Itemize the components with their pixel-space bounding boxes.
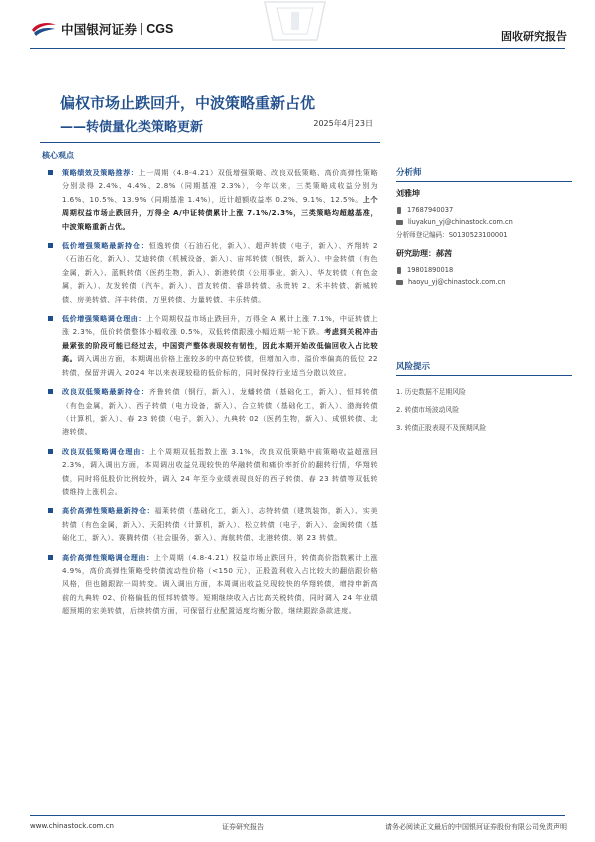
bullet-icon (48, 389, 53, 394)
phone-icon (397, 207, 401, 214)
analyst-phone-row (396, 204, 572, 216)
title-divider (40, 142, 380, 143)
footer-disclaimer: 请务必阅读正文最后的中国银河证券股份有限公司免责声明 (385, 823, 567, 831)
main-content (42, 166, 378, 618)
report-title: 偏权市场止跌回升，中波策略重新占优 (60, 94, 316, 112)
paragraph-tail: 调入调出方面，本期调出价格上涨较多的中高位转债，但增加入市、溢价率偏高的低位 22 转债，保留并调入 2024 年以来表现较稳的低价标的，同时保持行业适当分散以效应。 (62, 354, 378, 377)
logo-text-cn: 中国银河证券 (61, 23, 138, 37)
report-date: 2025年4月23日 (313, 119, 373, 128)
paragraph-text: 上个周期权益市场止跌回升，万得全 A 累计上涨 7.1%，中证转债上涨 2.3%，低价转债整体小幅收涨 0.5%，双低转债跟涨小幅近期一轮下跌。 (62, 314, 378, 337)
assistant-email-row (396, 276, 572, 288)
email-icon (396, 220, 403, 225)
paragraph-text: 上一周期（4.8-4.21）双低增强策略、改良双低策略、高价高弹性策略分别录得 2.4%、4.4%、2.8%（同期基准 2.3%），今年以来，三类策略成收益分别为 1.6%、10.5%、13.9%（同期基准 1.4%），近计超额收益率 0.2%、9.1%、12.5%。 (62, 168, 378, 204)
bullet-icon (48, 508, 53, 513)
risk-item: 1. 历史数据不足期风险 (396, 388, 466, 396)
core-views-heading: 核心观点 (42, 151, 74, 160)
paragraph-doublelow-reason (42, 445, 378, 499)
assistant-name: 研究助理：郝茜 (396, 249, 452, 258)
bullet-icon (48, 243, 53, 248)
bullet-icon (48, 170, 53, 175)
analyst-name: 刘雅坤 (396, 189, 420, 198)
paragraph-emphasis: 上个周期权益市场止跌回升，万得全 A/中证转债累计上涨 7.1%/2.3%，三类策略均超越基准，中波策略重新占优。 (62, 194, 378, 231)
paragraph-highprice-holdings (42, 504, 378, 544)
header-divider (30, 48, 565, 49)
phone-icon (397, 267, 401, 274)
analyst-heading: 分析师 (396, 166, 572, 182)
galaxy-logo-icon (30, 20, 58, 38)
paragraph-highprice-reason (42, 551, 378, 618)
paragraph-doublelow-holdings (42, 385, 378, 439)
paragraph-lead: 低价增强策略最新持仓： (62, 241, 149, 251)
paragraph-text: 上个周期双低指数上涨 3.1%，改良双低策略中前策略收益超涨回 2.3%，调入调出方面，本周调出收益兑现较快的华融转债和痛价率折价的翻转行情，华翔转债，同时将低股价比例较外，调入 24 年至今业绩表现良好的西子转债、春 23 转债等双低转债维持上涨机会。 (62, 446, 378, 496)
bullet-icon (48, 449, 53, 454)
logo-text-en: CGS (146, 22, 174, 36)
analyst-phone: 17687940037 (407, 206, 454, 214)
footer-report-label: 证券研究报告 (222, 823, 264, 831)
footer-divider (30, 815, 565, 816)
analyst-cert: 分析师登记编码：S0130523100001 (396, 231, 508, 239)
paragraph-emphasis: 考虑到关税冲击最紧张的阶段可能已经过去，中国资产整体表现较有韧性，因此本期开始改低偏回收入占比较高。 (62, 327, 378, 364)
risk-item: 3. 转债正股表现不及预期风险 (396, 424, 487, 432)
assistant-phone-row (396, 264, 572, 276)
analyst-email[interactable]: liuyakun_yj@chinastock.com.cn (408, 218, 513, 226)
page-header (0, 0, 595, 56)
bullet-icon (48, 316, 53, 321)
analyst-cert-row (396, 228, 572, 240)
email-icon (396, 280, 403, 285)
paragraph-lead: 改良双低策略调仓理由： (62, 446, 150, 456)
risk-item: 2. 转债市场波动风险 (396, 406, 460, 414)
paragraph-text: 上个周期（4.8-4.21）权益市场止跌回升，转债高价指数累计上涨 4.9%，高价高弹性策略受转债流动性价格（<150 元），正股盈利收入占比较大的翻倍跟价格风格，但也随跟踪一周转变。调入调出方面，本周调出收益兑现较快的华翔转债，增持申新高前的九典转 02、价格偏低的恒邦转债等。短期继续收入占比高关税转债，同时调入 24 年业绩超预期的宏美转债，后续转债方面，可保留行业配置适度均衡分散，继续跟踪条款进度。 (62, 552, 379, 616)
analyst-email-row (396, 216, 572, 228)
paragraph-text: 福莱转债（基础化工，新入）、志特转债（建筑装饰，新入）、实美转债（有色金属，新入）、天阳转债（计算机，新入）、松立转债（电子，新入）、金闽转债（基础化工，新入）、赛腾转债（社会服务，新入）、海航转债、北港转债、第 23 转债。 (62, 506, 378, 543)
risk-panel (396, 360, 572, 436)
report-subtitle: ——转债量化类策略更新 (60, 120, 204, 135)
paragraph-lead: 策略绩效及策略推荐： (62, 168, 139, 177)
footer-website[interactable]: www.chinastock.com.cn (30, 822, 114, 830)
paragraph-lead: 高价高弹性策略最新持仓： (62, 506, 155, 516)
paragraph-text: 恒逸转债（石油石化，新入）、超声转债（电子，新入）、齐翔转 2（石油石化，新入）、艾迪转债（机械设备，新入）、宙邦转债（钢铁，新入）、中金转债（有色金属，新入）、蓝帆转债（医药生物，新入）、新港转债（公用事业，新入）、华友转债（有色金属，新入）、友发转债（汽车，新入）、首友转债、睿昂转债、永贵转 2、禾丰转债、新城转债、房美转债、洋丰转债、万里转债、力量转债、丰乐转债。 (62, 241, 378, 304)
assistant-phone: 19801890018 (407, 266, 454, 274)
paragraph-lead: 低价增强策略调仓理由： (62, 314, 146, 324)
paragraph-lowprice-reason (42, 312, 378, 379)
paragraph-lowprice-holdings (42, 239, 378, 306)
logo-divider (141, 23, 142, 35)
risk-heading: 风险提示 (396, 360, 572, 376)
report-type: 固收研究报告 (501, 30, 567, 43)
paragraph-text: 齐鲁转债（钢行，新入）、龙蟠转债（基础化工，新入）、恒邦转债（有色金属，新入）、西子转债（电力设备，新入）、合立转债（基础化工，新入）、渤海转债（计算机，新入）、春 23 转债（电子，新入）、九典转 02（医药生物，新入）、成银转债、北港转债。 (62, 387, 378, 437)
bullet-icon (48, 555, 53, 560)
company-logo (30, 20, 173, 38)
paragraph-performance (42, 166, 378, 233)
paragraph-lead: 高价高弹性策略调仓理由： (62, 552, 154, 562)
assistant-email[interactable]: haoyu_yj@chinastock.com.cn (408, 278, 506, 286)
analyst-panel (396, 166, 572, 288)
paragraph-lead: 改良双低策略最新持仓： (62, 387, 149, 397)
